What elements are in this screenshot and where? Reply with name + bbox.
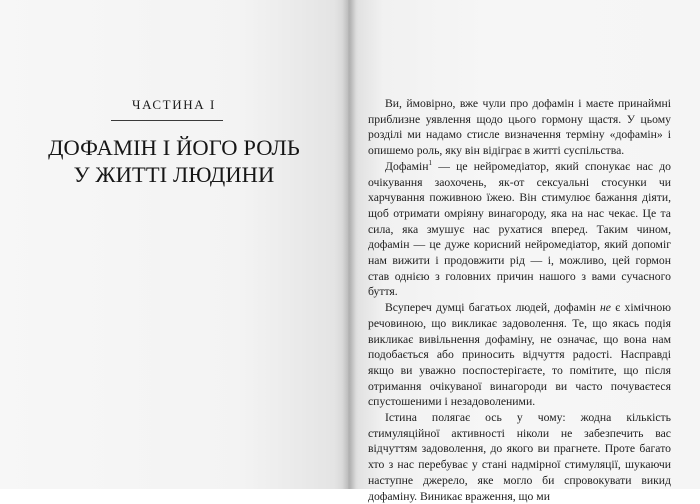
body-text [368, 96, 671, 504]
paragraph-3-start: Всупереч думці багатьох людей, дофамін [385, 301, 600, 315]
paragraph-3 [368, 300, 671, 410]
paragraph-2-start: Дофамін [385, 159, 429, 173]
paragraph-3-emphasis: не [599, 301, 611, 315]
paragraph-3-rest: є хімічною речовиною, що викликає задоволення. Те, що якась подія викликає вивільнення дофаміну, не означає, що вона нам подобається або приносить відчуття радості. Насправді якщо ви уважно поспостерігаєте, то помітите, що після отримання очікуваної винагороди ви часто почуваєтеся спустошеними і незадоволеними. [368, 301, 671, 409]
paragraph-1: Ви, ймовірно, вже чули про дофамін і маєте принаймні приблизне уявлення щодо цього гормону щастя. У цьому розділі ми надамо стисле визначення терміну «дофамін» і опишемо роль, яку він відіграє в житті суспільства. [368, 97, 671, 158]
chapter-title-line-2: У ЖИТТІ ЛЮДИНИ [73, 162, 275, 187]
title-divider [111, 120, 223, 121]
left-page [0, 0, 348, 489]
paragraph-2 [368, 159, 671, 300]
paragraph-4: Істина полягає ось у чому: жодна кількість стимуляційної активності ніколи не забезпечить вас відчуттям задоволення, до якого ви прагнете. Проте багато хто з нас перебуває у стані надмірної стимуляції, шукаючи наступне джерело, яке могло би спровокувати викид дофаміну. Виникає враження, що ми [368, 411, 671, 503]
chapter-title [10, 134, 338, 188]
book-gutter [342, 0, 356, 489]
footnote-marker: 1 [428, 158, 432, 167]
paragraph-2-rest: — це нейромедіатор, який спонукає нас до очікування заохочень, як-от сексуальні стосунки чи харчування поживною їжею. Він стимулює бажання діяти, щоб отримати омріяну винагороду, яка на нас чекає. Це та сила, яка змушує нас рухатися вперед. Таким чином, дофамін — це дуже корисний нейромедіатор, який допоміг нам вижити і продовжити рід — і, можливо, цей гормон став однією з головних причин нашого з вами сучасного буття. [368, 159, 671, 299]
part-label: ЧАСТИНА І [132, 97, 216, 112]
chapter-title-line-1: ДОФАМІН І ЙОГО РОЛЬ [48, 135, 300, 160]
